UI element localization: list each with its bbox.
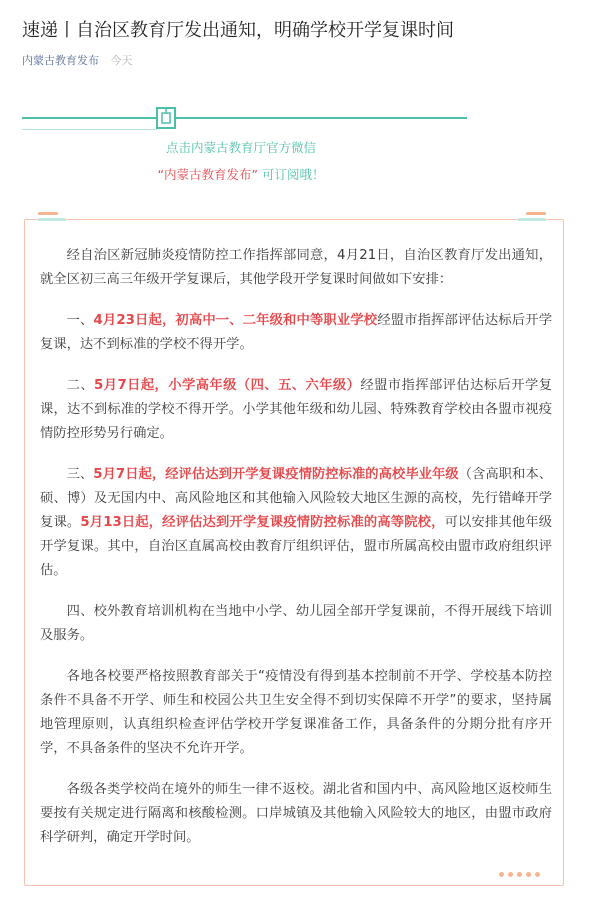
- corner-decoration: [526, 212, 546, 215]
- follow-prompt: 点击内蒙古教育厅官方微信: [165, 140, 316, 155]
- highlight-text: 5月7日起，小学高年级（四、五、六年级）: [94, 378, 361, 393]
- highlight-text: 5月7日起，经评估达到开学复课疫情防控标准的高校毕业年级: [93, 467, 459, 482]
- square-frame-icon: [156, 107, 176, 129]
- source-link[interactable]: 内蒙古教育发布: [22, 54, 99, 67]
- banner-divider: [22, 117, 467, 119]
- publish-time: 今天: [110, 54, 133, 67]
- corner-decoration: [38, 218, 66, 221]
- account-name[interactable]: “内蒙古教育发布”: [157, 167, 258, 182]
- paragraph-item-2: 二、5月7日起，小学高年级（四、五、六年级）经盟市指挥部评估达标后开学复课，达不到标准的学校不得开学。小学其他年级和幼儿园、特殊教育学校由各盟市视疫情防控形势另行确定。: [40, 378, 553, 441]
- corner-decoration: [518, 218, 546, 221]
- paragraph-overseas: 各级各类学校尚在境外的师生一律不返校。湖北省和国内中、高风险地区返校师生要按有关规定进行隔离和核酸检测。口岸城镇及其他输入风险较大的地区，由盟市政府科学研判，确定开学时间。: [40, 782, 552, 845]
- article-meta: [22, 53, 133, 69]
- paragraph-requirements: 各地各校要严格按照教育部关于“疫情没有得到基本控制前不开学、学校基本防控条件不具备不开学、师生和校园公共卫生安全得不到切实保障不开学”的要求，坚持属地管理原则，认真组织检查评估学校开学复课准备工作，具备条件的分期分批有序开学，不具备条件的坚决不允许开学。: [40, 669, 552, 756]
- subscribe-suffix: 可订阅哦！: [257, 167, 325, 182]
- paragraph-intro: 经自治区新冠肺炎疫情防控工作指挥部同意，4月21日，自治区教育厅发出通知，就全区初三高三年级开学复课后，其他学段开学复课时间做如下安排：: [40, 248, 552, 287]
- paragraph-item-3: 三、5月7日起，经评估达到开学复课疫情防控标准的高校毕业年级（含高职和本、硕、博）及无国内中、高风险地区和其他输入风险较大地区生源的高校，先行错峰开学复课。5月13日起，经评估达到开学复课疫情防控标准的高等院校，可以安排其他年级开学复课。其中，自治区直属高校由教育厅组织评估，盟市所属高校由盟市政府组织评估。: [40, 467, 553, 578]
- corner-decoration: [38, 212, 58, 215]
- subscribe-prompt: [0, 166, 482, 184]
- highlight-text: 4月23日起，初高中一、二年级和中等职业学校: [93, 313, 378, 328]
- dots-decoration: [499, 872, 540, 877]
- paragraph-item-1: 一、4月23日起，初高中一、二年级和中等职业学校经盟市指挥部评估达标后开学复课，达不到标准的学校不得开学。: [40, 313, 553, 352]
- paragraph-item-4: 四、校外教育培训机构在当地中小学、幼儿园全部开学复课前，不得开展线下培训及服务。: [40, 604, 552, 643]
- highlight-text: 5月13日起，经评估达到开学复课疫情防控标准的高等院校，: [80, 515, 445, 530]
- banner-divider-thin: [22, 129, 157, 130]
- article-title: 速递丨自治区教育厅发出通知，明确学校开学复课时间: [22, 20, 454, 41]
- article-body: [40, 244, 552, 867]
